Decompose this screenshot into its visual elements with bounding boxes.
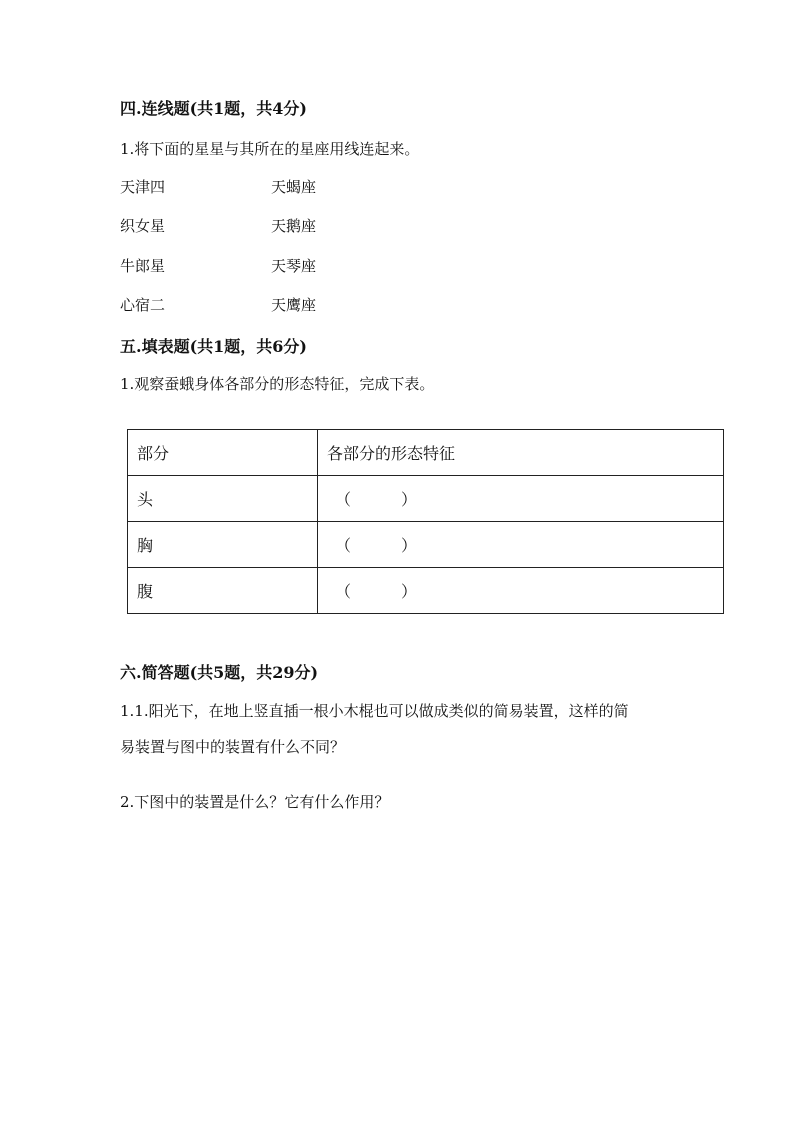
- match-left-item: 心宿二: [120, 296, 166, 314]
- section5-heading: 五.填表题(共1题，共6分): [120, 337, 307, 356]
- section6-q1-line2: 易装置与图中的装置有什么不同？: [120, 738, 346, 756]
- table-cell-part: 头: [128, 476, 318, 522]
- open-paren: （: [335, 536, 352, 555]
- section4-question: 1.将下面的星星与其所在的星座用线连起来。: [120, 140, 420, 158]
- close-paren: ）: [401, 536, 418, 555]
- match-left-item: 天津四: [120, 178, 166, 196]
- features-table: [127, 429, 724, 614]
- table-row: [128, 568, 724, 614]
- table-cell-part: 腹: [128, 568, 318, 614]
- match-right-item: 天琴座: [271, 257, 317, 275]
- table-cell-answer[interactable]: [318, 522, 724, 568]
- match-left-item: 织女星: [120, 217, 166, 235]
- table-header-row: [128, 430, 724, 476]
- close-paren: ）: [401, 490, 418, 509]
- table-row: [128, 522, 724, 568]
- section4-heading: 四.连线题(共1题，共4分): [120, 99, 307, 118]
- table-row: [128, 476, 724, 522]
- open-paren: （: [335, 582, 352, 601]
- table-cell-answer[interactable]: [318, 476, 724, 522]
- table-cell-answer[interactable]: [318, 568, 724, 614]
- section6-heading: 六.简答题(共5题，共29分): [120, 663, 319, 682]
- match-right-item: 天蝎座: [271, 178, 317, 196]
- match-right-item: 天鹰座: [271, 296, 317, 314]
- section6-q1-line1: 1.1.阳光下，在地上竖直插一根小木棍也可以做成类似的简易装置，这样的简: [120, 702, 629, 720]
- section6-q2: 2.下图中的装置是什么？它有什么作用？: [120, 793, 390, 811]
- open-paren: （: [335, 490, 352, 509]
- table-cell-part: 胸: [128, 522, 318, 568]
- match-left-item: 牛郎星: [120, 257, 166, 275]
- match-right-item: 天鹅座: [271, 217, 317, 235]
- section5-question: 1.观察蚕蛾身体各部分的形态特征，完成下表。: [120, 375, 435, 393]
- table-header-part: 部分: [128, 430, 318, 476]
- close-paren: ）: [401, 582, 418, 601]
- table-header-features: 各部分的形态特征: [318, 430, 724, 476]
